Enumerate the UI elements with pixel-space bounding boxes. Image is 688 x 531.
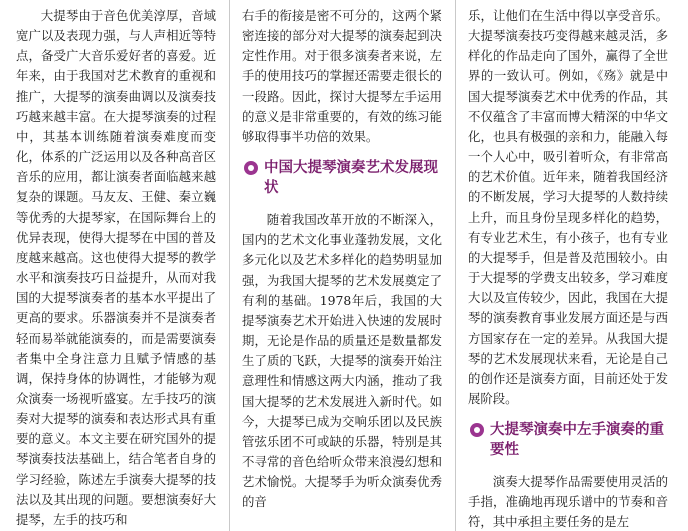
section-heading-text: 大提琴演奏中左手演奏的重要性 bbox=[490, 422, 664, 459]
section-heading-development-status bbox=[242, 158, 442, 198]
text-column-3 bbox=[468, 6, 668, 531]
column-divider bbox=[229, 0, 230, 531]
development-status-paragraph: 随着我国改革开放的不断深入，国内的艺术文化事业蓬勃发展，文化多元化以及艺术多样化的趋势明显加强，为我国大提琴的艺术发展奠定了有利的基础。1978年后，我国的大提琴演奏艺术开始进入快速的发展时期，无论是作品的质量还是数量都发生了质的飞跃，大提琴的演奏开始注意理性和情感这两大内涵，推动了我国大提琴的艺术发展进入新时代。如今，大提琴已成为交响乐团以及民族管弦乐团不可或缺的乐器，特别是其不寻常的音色给听众带来浪漫幻想和艺术愉悦。大提琴手为听众演奏优秀的音 bbox=[242, 212, 442, 510]
text-column-1 bbox=[16, 6, 216, 531]
intro-paragraph-continued: 右手的衔接是密不可分的，这两个紧密连接的部分对大提琴的演奏起到决定性作用。对于很多演奏者来说，左手的使用技巧的掌握还需要走很长的一段路。因此，探讨大提琴左手运用的意义是非常重要的，有效的练习能够取得事半功倍的效果。 bbox=[242, 8, 442, 144]
section-bullet-icon bbox=[244, 161, 258, 175]
section-heading-text: 中国大提琴演奏艺术发展现状 bbox=[264, 160, 438, 197]
intro-paragraph: 大提琴由于音色优美淳厚，音域宽广以及表现力强，与人声相近等特点，备受广大音乐爱好者的喜爱。近年来，由于我国对艺术教育的重视和推广，大提琴的演奏曲调以及演奏技巧越来越丰富。在大提琴演奏的过程中，其基本训练随着演奏难度而变化，体系的广泛运用以及各种高音区音乐的应用，都让演奏者面临越来越复杂的课题。马友友、王健、秦立巍等优秀的大提琴家，在国际舞台上的优异表现，使得大提琴在中国的普及度越来越高。这也使得大提琴的教学水平和演奏技巧日益提升，从而对我国的大提琴演奏者的基本水平提出了更高的要求。乐器演奏并不是演奏者轻而易举就能演奏的，而是需要演奏者集中全身注意力且赋予情感的基调，保持身体的协调性，才能够为观众演奏一场视听盛宴。左手技巧的演奏对大提琴的演奏和表达形式具有重要的意义。本文主要在研究国外的提琴演奏技法基础上，结合笔者自身的学习经验，陈述左手演奏大提琴的技法以及其出现的问题。要想演奏好大提琴，左手的技巧和 bbox=[16, 8, 216, 527]
left-hand-paragraph: 演奏大提琴作品需要使用灵活的手指，准确地再现乐谱中的节奏和音符，其中承担主要任务的是左 bbox=[468, 474, 668, 530]
section-bullet-icon bbox=[470, 423, 484, 437]
section-heading-left-hand-importance bbox=[468, 420, 668, 460]
text-column-2 bbox=[242, 6, 442, 531]
development-status-paragraph-continued: 乐，让他们在生活中得以享受音乐。大提琴演奏技巧变得越来越灵活，多样化的作品走向了国外，赢得了全世界的一致认可。例如，《殇》就是中国大提琴演奏艺术中优秀的作品，其不仅蕴含了丰富而博大精深的中华文化，也具有极强的亲和力，能融入每一个人心中，吸引着听众，有非常高的艺术价值。近年来，随着我国经济的不断发展，学习大提琴的人数持续上升，而且身份呈现多样化的趋势，有专业艺术生，有小孩子，也有专业的大提琴手，但是普及范围较小。由于大提琴的学费支出较多，学习难度大以及宣传较少，因此，我国在大提琴的演奏教育事业发展方面还是与西方国家存在一定的差异。从我国大提琴的艺术发展现状来看，无论是自己的创作还是演奏方面，目前还处于发展阶段。 bbox=[468, 8, 668, 406]
column-divider bbox=[455, 0, 456, 531]
